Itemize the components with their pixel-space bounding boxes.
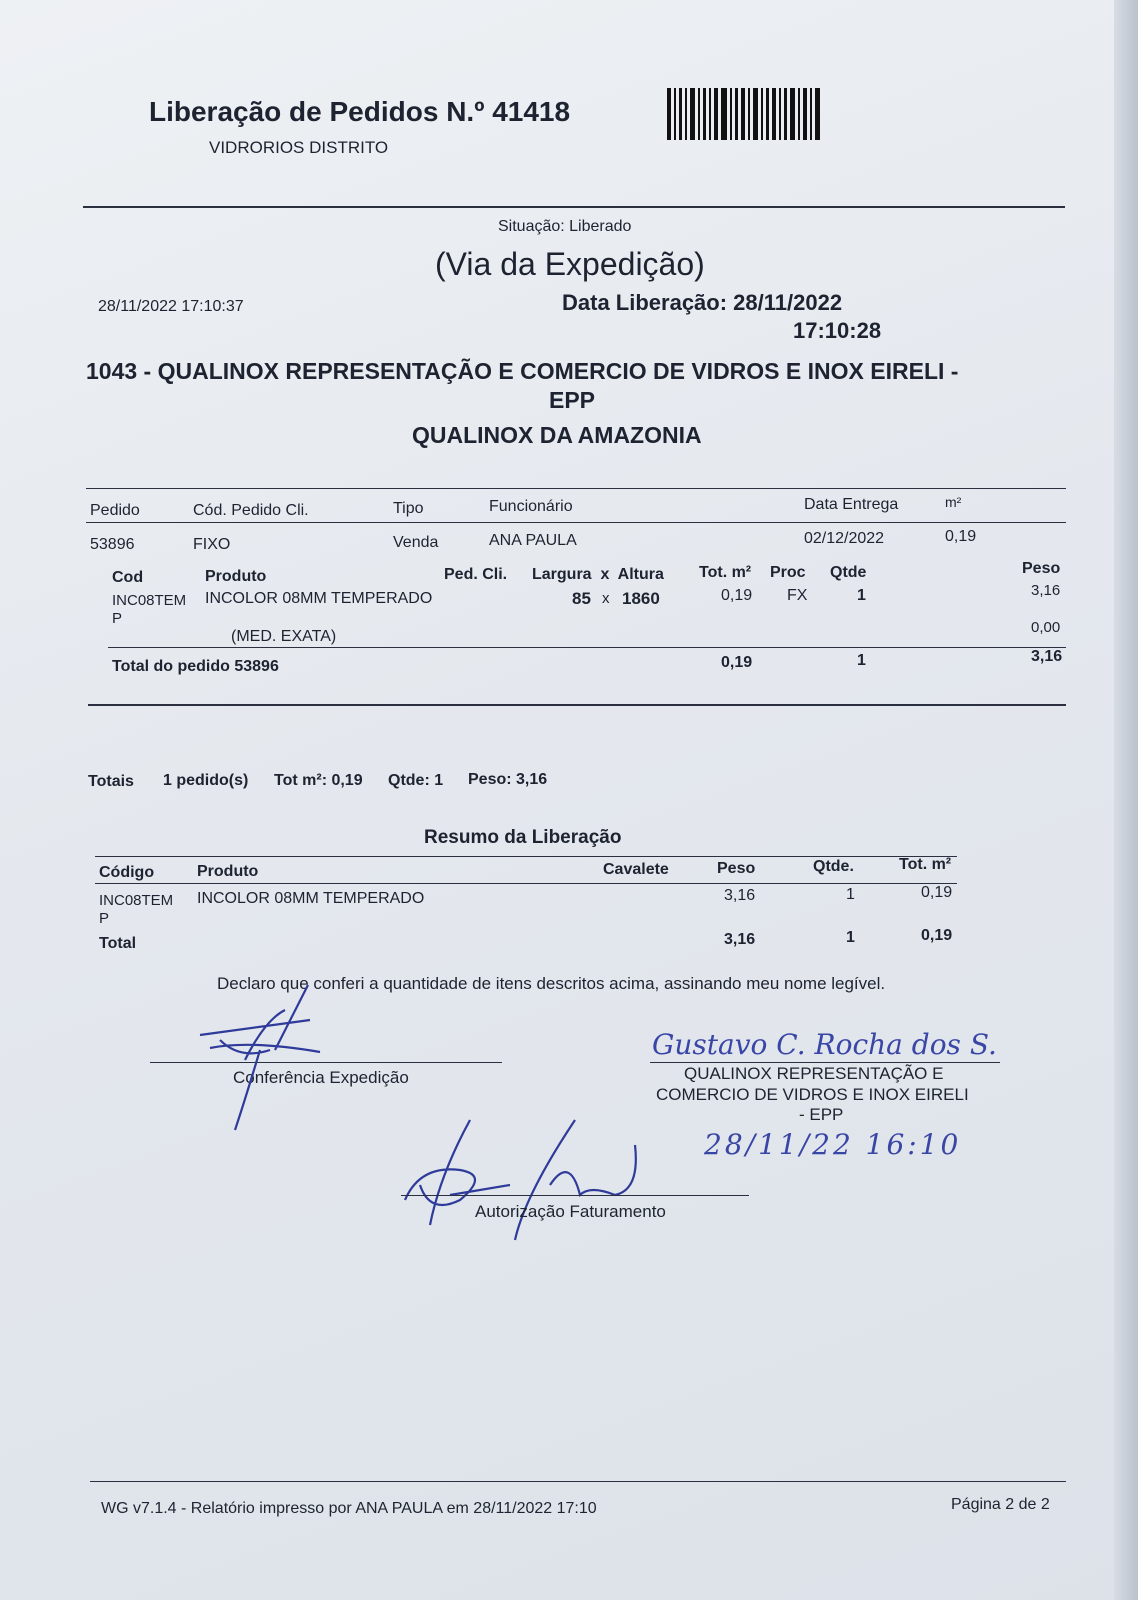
item-col-cod: Cod <box>112 569 144 586</box>
cod-pedido-cli-value: FIXO <box>193 536 231 553</box>
handwritten-name: Gustavo C. Rocha dos S. <box>652 1028 997 1061</box>
summary-tot-m2: 0,19 <box>921 884 953 901</box>
col-funcionario: Funcionário <box>489 498 573 515</box>
col-tipo: Tipo <box>393 500 424 517</box>
divider <box>83 206 1065 208</box>
item-obs: (MED. EXATA) <box>231 628 337 645</box>
client-sign-line2: COMERCIO DE VIDROS E INOX EIRELI <box>656 1085 969 1104</box>
divider <box>90 1481 1066 1482</box>
signature-line-autorizacao <box>401 1195 749 1196</box>
data-entrega-value: 02/12/2022 <box>804 530 885 547</box>
summary-codigo-line2: P <box>99 910 110 927</box>
summary-total-qtde: 1 <box>846 929 855 946</box>
signature-line-client <box>650 1062 1000 1063</box>
summary-col-tot-m2: Tot. m² <box>899 856 952 873</box>
data-liberacao: Data Liberação: 28/11/2022 <box>562 290 843 315</box>
declaration-text: Declaro que conferi a quantidade de itens descritos acima, assinando meu nome legível. <box>217 974 886 993</box>
total-pedido-peso: 3,16 <box>1031 648 1063 665</box>
client-name-line2: EPP <box>549 387 596 413</box>
conferencia-label: Conferência Expedição <box>233 1068 409 1087</box>
col-pedido: Pedido <box>90 502 140 519</box>
item-tot-m2: 0,19 <box>721 587 753 604</box>
totais-peso: Peso: 3,16 <box>468 771 548 788</box>
item-col-largura-altura: Largura x Altura <box>532 566 664 583</box>
summary-codigo-line1: INC08TEM <box>99 892 174 909</box>
footer-page-number: Página 2 de 2 <box>951 1496 1050 1513</box>
summary-col-codigo: Código <box>99 864 155 881</box>
item-cod-line2: P <box>112 610 123 627</box>
pedido-value: 53896 <box>90 536 135 553</box>
data-liberacao-time: 17:10:28 <box>793 318 882 343</box>
item-col-produto: Produto <box>205 568 267 585</box>
total-pedido-m2: 0,19 <box>721 654 753 671</box>
totais-m2: Tot m²: 0,19 <box>274 772 363 789</box>
document-title: Liberação de Pedidos N.º 41418 <box>149 96 571 127</box>
barcode <box>667 88 840 140</box>
totais-pedidos: 1 pedido(s) <box>163 772 249 789</box>
col-cod-pedido-cli: Cód. Pedido Cli. <box>193 502 309 519</box>
item-col-proc: Proc <box>770 564 806 581</box>
summary-col-peso: Peso <box>717 860 756 877</box>
divider <box>108 647 1066 648</box>
total-pedido-qtde: 1 <box>857 652 866 669</box>
summary-peso: 3,16 <box>724 887 756 904</box>
item-largura: 85 <box>572 589 591 608</box>
client-sign-line3: - EPP <box>799 1105 844 1124</box>
m2-value: 0,19 <box>945 528 977 545</box>
summary-col-qtde: Qtde. <box>813 858 854 875</box>
item-col-peso: Peso <box>1022 560 1061 577</box>
item-x: x <box>602 590 610 607</box>
handwritten-date: 28/11/22 16:10 <box>704 1128 962 1161</box>
print-datetime: 28/11/2022 17:10:37 <box>98 298 244 315</box>
item-peso: 3,16 <box>1031 582 1061 599</box>
summary-qtde: 1 <box>846 886 855 903</box>
col-data-entrega: Data Entrega <box>804 496 899 513</box>
item-qtde: 1 <box>857 587 866 604</box>
totais-label: Totais <box>88 773 134 790</box>
summary-produto: INCOLOR 08MM TEMPERADO <box>197 890 425 907</box>
item-cod-line1: INC08TEM <box>112 592 187 609</box>
client-sign-line1: QUALINOX REPRESENTAÇÃO E <box>684 1064 944 1083</box>
summary-title: Resumo da Liberação <box>424 827 622 848</box>
divider <box>95 856 957 857</box>
divider <box>95 883 957 884</box>
item-col-tot-m2: Tot. m² <box>699 564 752 581</box>
tipo-value: Venda <box>393 534 439 551</box>
item-altura: 1860 <box>622 589 660 608</box>
total-pedido-label: Total do pedido 53896 <box>112 658 279 675</box>
divider <box>88 704 1066 706</box>
item-col-qtde: Qtde <box>830 564 867 581</box>
divider <box>86 488 1066 489</box>
item-obs-peso: 0,00 <box>1031 619 1061 636</box>
totais-qtde: Qtde: 1 <box>388 772 444 789</box>
item-produto: INCOLOR 08MM TEMPERADO <box>205 590 433 607</box>
client-name-line1: 1043 - QUALINOX REPRESENTAÇÃO E COMERCIO DE VIDROS E INOX EIRELI - <box>86 358 959 384</box>
funcionario-value: ANA PAULA <box>489 532 577 549</box>
summary-col-cavalete: Cavalete <box>603 861 669 878</box>
summary-total-label: Total <box>99 935 137 952</box>
summary-col-produto: Produto <box>197 863 259 880</box>
summary-total-peso: 3,16 <box>724 931 756 948</box>
situacao: Situação: Liberado <box>498 218 632 235</box>
item-proc: FX <box>787 587 808 604</box>
client-trade-name: QUALINOX DA AMAZONIA <box>412 422 702 448</box>
footer-printed-by: WG v7.1.4 - Relatório impresso por ANA PAULA em 28/11/2022 17:10 <box>101 1500 597 1517</box>
page-edge <box>1114 0 1138 1600</box>
summary-total-tot-m2: 0,19 <box>921 927 953 944</box>
autorizacao-label: Autorização Faturamento <box>475 1202 666 1221</box>
divider <box>86 522 1066 523</box>
col-m2: m² <box>945 494 962 510</box>
via-title: (Via da Expedição) <box>435 246 705 282</box>
item-col-ped-cli: Ped. Cli. <box>444 566 508 583</box>
company-name: VIDRORIOS DISTRITO <box>209 138 389 157</box>
